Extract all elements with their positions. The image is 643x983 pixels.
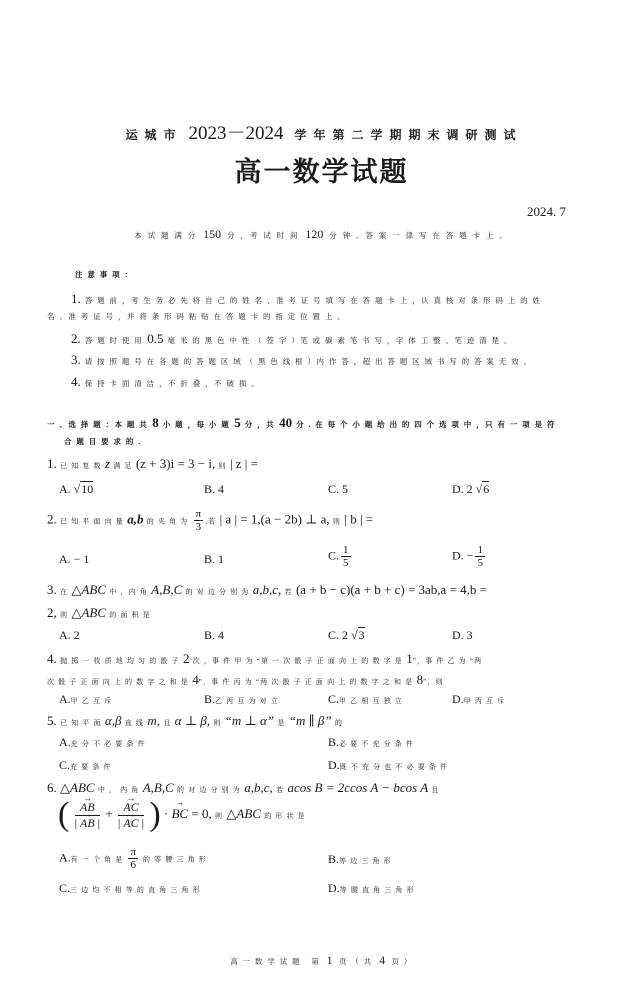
denominator: 5 (343, 557, 349, 569)
footer-text: 页 （ 共 (338, 957, 373, 966)
option-label: A. (59, 850, 71, 865)
math-expr: (a + b − c)(a + b + c) = 3ab,a = 4,b = (295, 582, 487, 597)
q5-option-d[interactable] (328, 758, 448, 773)
points-total: 40 (279, 415, 293, 430)
notice-text: 保 持 卡 面 清 洁 ，不 折 叠 ，不 破 损 。 (84, 379, 261, 388)
question-4 (47, 651, 482, 667)
vector-ac: → AC (123, 816, 138, 831)
option-label: D. − (452, 548, 474, 563)
option-text: 三 边 均 不 相 等 的 直 角 三 角 形 (70, 886, 201, 894)
option-label: C. 2 (328, 628, 349, 642)
question-text: 若 (276, 786, 285, 794)
q1-option-c[interactable]: C. 5 (328, 482, 349, 496)
math-expr: 1 (406, 651, 413, 666)
option-label: D. (328, 758, 340, 772)
q3-option-b[interactable]: B. 4 (204, 628, 225, 642)
vector-bc: → BC (171, 806, 188, 822)
question-6 (47, 780, 440, 796)
exam-time: 120 (305, 227, 324, 241)
math-expr: △ABC (60, 780, 95, 795)
option-label: B. (204, 692, 216, 706)
option-label: D. (328, 881, 340, 895)
question-text: 的 夹 角 为 (146, 517, 189, 526)
math-expr: △ABC (226, 805, 261, 821)
question-1 (47, 456, 258, 472)
term: 学 年 第 二 学 期 期 末 调 研 测 试 (294, 128, 518, 142)
question-text: 的 对 边 分 别 为 (185, 588, 250, 596)
page-number: 1 (326, 953, 333, 967)
math-expr: 10 (81, 482, 94, 496)
option-text: 充 分 不 必 要 条 件 (70, 740, 146, 748)
footer-text: 页 ） (391, 957, 413, 966)
q5-option-a[interactable] (59, 735, 146, 750)
question-text: 的 面 积 是 (109, 611, 151, 619)
math-expr: m, (147, 713, 160, 728)
q6-option-c[interactable] (59, 881, 201, 896)
option-label: A. (59, 735, 71, 749)
option-text: 既 不 充 分 也 不 必 要 条 件 (339, 763, 449, 771)
note-text: 本 试 题 满 分 (134, 231, 198, 240)
points-each: 5 (234, 415, 241, 430)
math-expr: 3 (358, 628, 365, 642)
math-expr: “m ⊥ α” (224, 713, 275, 728)
question-text: 的 (334, 719, 344, 727)
footer-text: 第 (311, 957, 321, 966)
q6-option-a[interactable] (59, 846, 207, 871)
numerator: π (195, 508, 202, 520)
option-text: 有 一 个 角 是 (70, 855, 124, 864)
fraction (128, 846, 138, 871)
q2-option-a[interactable]: A. − 1 (59, 552, 90, 566)
section-text: 分 . 在 每 个 小 题 给 出 的 四 个 选 项 中 ，只 有 一 项 是 符 (296, 420, 556, 429)
option-text: 等 边 三 角 形 (339, 857, 392, 865)
math-expr: | b | = (344, 511, 374, 527)
notice-heading: 注 意 事 项 ： (75, 270, 134, 279)
q5-option-b[interactable] (328, 735, 414, 750)
city: 运 城 市 (125, 128, 178, 142)
denominator: 3 (195, 521, 202, 533)
vector-ac: → AC (123, 800, 138, 815)
question-number: 6. (47, 780, 57, 795)
notice-text: 请 按 照 题 号 在 各 题 的 答 题 区 域 （ 黑 色 线 框 ）内 作 答 ，超 出 答 题 区 域 书 写 的 答 案 无 效 。 (84, 357, 533, 366)
question-text: 次 ，事 件 甲 为 “第 一 次 骰 子 正 面 向 上 的 数 字 是 (192, 657, 403, 665)
notice-item-4 (71, 373, 260, 391)
math-expr: | a | = 1,(a − 2b) ⊥ a, (219, 511, 330, 527)
question-number: 4. (47, 651, 57, 666)
numerator: 1 (477, 544, 483, 556)
question-text: 且 (431, 786, 440, 794)
school-years: 2023－2024 (188, 123, 284, 144)
q6-option-d[interactable] (328, 881, 415, 896)
page-title: 高一数学试题 (234, 157, 409, 187)
question-text: 已 知 平 面 (60, 719, 102, 727)
fraction (194, 508, 204, 533)
option-label: B. (328, 852, 340, 866)
q4-option-a[interactable] (59, 692, 112, 707)
math-expr: △ABC (71, 582, 107, 597)
math-expr: | z | = (229, 456, 258, 471)
question-text: 则 (214, 811, 224, 820)
math-var: a,b (127, 511, 144, 527)
notice-num: 1. (71, 291, 81, 306)
question-text: 的 对 边 分 别 为 (177, 786, 241, 794)
notice-text: 答 题 时 使 用 (84, 336, 144, 345)
option-label: C. (328, 548, 340, 563)
q3-option-a[interactable]: A. 2 (59, 628, 80, 642)
page-total: 4 (379, 953, 386, 967)
question-number: 1. (47, 456, 57, 471)
question-5 (47, 713, 343, 729)
question-4-cont (47, 672, 444, 688)
question-3 (47, 582, 487, 598)
option-text: 甲 丙 互 斥 (463, 697, 506, 705)
q4-option-c[interactable] (328, 692, 403, 707)
dot-sign: · (163, 805, 169, 821)
math-expr: 4 (192, 672, 199, 687)
question-text: 次 骰 子 正 面 向 上 的 数 字 之 和 是 (47, 678, 189, 686)
math-expr: α ⊥ β, (174, 713, 210, 728)
vector-ab: → AB (80, 800, 95, 815)
fraction (475, 544, 485, 569)
q1-option-a[interactable]: A. √10 (59, 482, 94, 496)
fraction (341, 544, 351, 569)
notice-num: 2. (71, 331, 81, 346)
denominator: 5 (477, 557, 483, 569)
question-text: 中 ， 内 角 (97, 786, 140, 794)
option-text: 必 要 不 充 分 条 件 (339, 740, 415, 748)
question-text: ”，则 (423, 678, 444, 686)
option-text: 充 要 条 件 (70, 763, 112, 771)
question-count: 8 (152, 415, 159, 430)
math-expr: 2, (47, 605, 57, 620)
q4-option-b[interactable] (204, 692, 279, 707)
note-text: 分 ，考 试 时 间 (227, 231, 300, 240)
math-expr: a,b,c, (244, 780, 273, 795)
math-expr: “m ∥ β” (288, 713, 332, 728)
question-text: 若 (284, 588, 293, 596)
question-text: ,若 (205, 517, 217, 526)
question-number: 2. (47, 511, 57, 527)
numerator: π (130, 846, 137, 858)
denominator: 6 (130, 859, 137, 871)
q6-option-b[interactable] (328, 852, 392, 867)
option-label: C. (328, 692, 340, 706)
math-expr: = 0, (191, 805, 212, 821)
section-text: 分 ，共 (244, 420, 276, 429)
option-label: A. (59, 692, 71, 706)
math-expr: a,b,c, (252, 582, 282, 597)
notice-item-2 (71, 330, 513, 348)
page-footer (0, 953, 643, 968)
notice-num: 3. (71, 352, 81, 367)
notice-text: 答 题 前 ，考 生 务 必 先 将 自 己 的 姓 名 、准 考 证 号 填 写 在 答 题 卡 上 ，认 真 核 对 条 形 码 上 的 姓 (84, 296, 542, 305)
question-text: 且 (163, 719, 172, 727)
section-heading-cont: 合 题 目 要 求 的 . (64, 437, 142, 446)
question-text: 则 (213, 719, 222, 727)
math-expr: △ABC (71, 605, 107, 620)
plus-sign: + (105, 805, 113, 821)
vector-ab: → AB (80, 816, 95, 831)
question-6-vector-condition (58, 796, 306, 834)
option-label: A. (59, 482, 71, 496)
q3-option-c[interactable]: C. 2 √3 (328, 628, 365, 642)
math-expr: α,β (104, 713, 122, 728)
notice-item-1 (71, 290, 542, 308)
notice-num: 4. (71, 374, 81, 389)
option-label: B. (328, 735, 340, 749)
question-2 (47, 508, 373, 533)
math-expr: A,B,C (151, 582, 183, 597)
question-text: 直 线 (124, 719, 145, 727)
option-label: C. (59, 758, 71, 772)
question-text: 则 (332, 517, 342, 526)
option-text: 的 等 腰 三 角 形 (143, 855, 207, 864)
question-text: 是 (277, 719, 286, 727)
math-expr: (z + 3)i = 3 − i, (135, 456, 216, 471)
q2-option-c[interactable] (328, 544, 353, 569)
math-expr: 2 (182, 651, 190, 666)
math-expr: 6 (483, 482, 490, 496)
full-score: 150 (203, 227, 222, 241)
option-text: 甲 乙 互 斥 (70, 697, 113, 705)
option-label: C. (59, 881, 71, 895)
question-text: 则 (60, 611, 69, 619)
fraction-ac: → $\frac{AC}{| \to AC |}$ (118, 800, 144, 831)
paren-open: ( (58, 796, 70, 833)
exam-header (0, 118, 643, 145)
question-text: 已 知 复 数 (60, 462, 102, 470)
notice-text: 毫 米 的 黑 色 中 性 （ 签 字 ）笔 或 碳 素 笔 书 写 ，字 体 工 整 、笔 迹 清 楚 。 (167, 336, 513, 345)
question-text: ”，事 件 乙 为 “两 (412, 657, 483, 665)
footer-text: 高 一 数 学 试 题 (230, 957, 302, 966)
q1-option-b[interactable]: B. 4 (204, 482, 225, 496)
question-text: 中 ，内 角 (109, 588, 148, 596)
section-heading (47, 414, 556, 432)
option-label: D. 2 (452, 482, 473, 496)
numerator: 1 (343, 544, 349, 556)
pen-size: 0.5 (147, 331, 164, 346)
math-expr: 8 (416, 672, 424, 687)
exam-date: 2024. 7 (527, 204, 566, 219)
question-text: ”，事 件 丙 为 “两 次 骰 子 正 面 向 上 的 数 字 之 和 是 (198, 678, 414, 686)
note-text: 分 钟 。答 案 一 律 写 在 答 题 卡 上 。 (329, 231, 509, 240)
option-text: 甲 乙 相 互 独 立 (339, 697, 403, 705)
option-text: 等 腰 直 角 三 角 形 (339, 886, 415, 894)
q5-option-c[interactable] (59, 758, 112, 773)
question-number: 3. (47, 582, 57, 597)
option-label: D. (452, 692, 464, 706)
q3-option-d[interactable]: D. 3 (452, 628, 473, 642)
question-text: 则 (218, 462, 227, 470)
notice-item-1-cont: 名 、准 考 证 号 ，并 将 条 形 码 粘 贴 在 答 题 卡 的 指 定 位 置 上 。 (47, 312, 347, 321)
paren-close: ) (149, 796, 161, 833)
math-var: z (104, 456, 110, 471)
q2-option-b[interactable]: B. 1 (204, 552, 225, 566)
q4-option-d[interactable] (452, 692, 505, 707)
question-number: 5. (47, 713, 57, 728)
math-expr: A,B,C (142, 780, 174, 795)
question-3-cont (47, 605, 151, 621)
math-expr: acos B = 2ccos A − bcos A (287, 780, 429, 795)
question-text: 在 (60, 588, 69, 596)
question-text: 的 形 状 是 (264, 811, 306, 820)
question-text: 抛 掷 一 枚 质 地 均 匀 的 骰 子 (60, 657, 180, 665)
notice-item-3 (71, 351, 533, 369)
question-text: 满 足 (113, 462, 133, 470)
q1-option-d[interactable]: D. 2 √6 (452, 482, 490, 496)
section-text: 一 、选 择 题 ：本 题 共 (47, 420, 149, 429)
option-text: 乙 丙 互 为 对 立 (215, 697, 279, 705)
fraction-ab: → $\frac{AB}{| \to AB |}$ (75, 800, 100, 831)
section-text: 小 题 ，每 小 题 (162, 420, 231, 429)
exam-note (0, 227, 643, 242)
question-text: 已 知 平 面 向 量 (60, 517, 124, 526)
q2-option-d[interactable] (452, 544, 487, 569)
